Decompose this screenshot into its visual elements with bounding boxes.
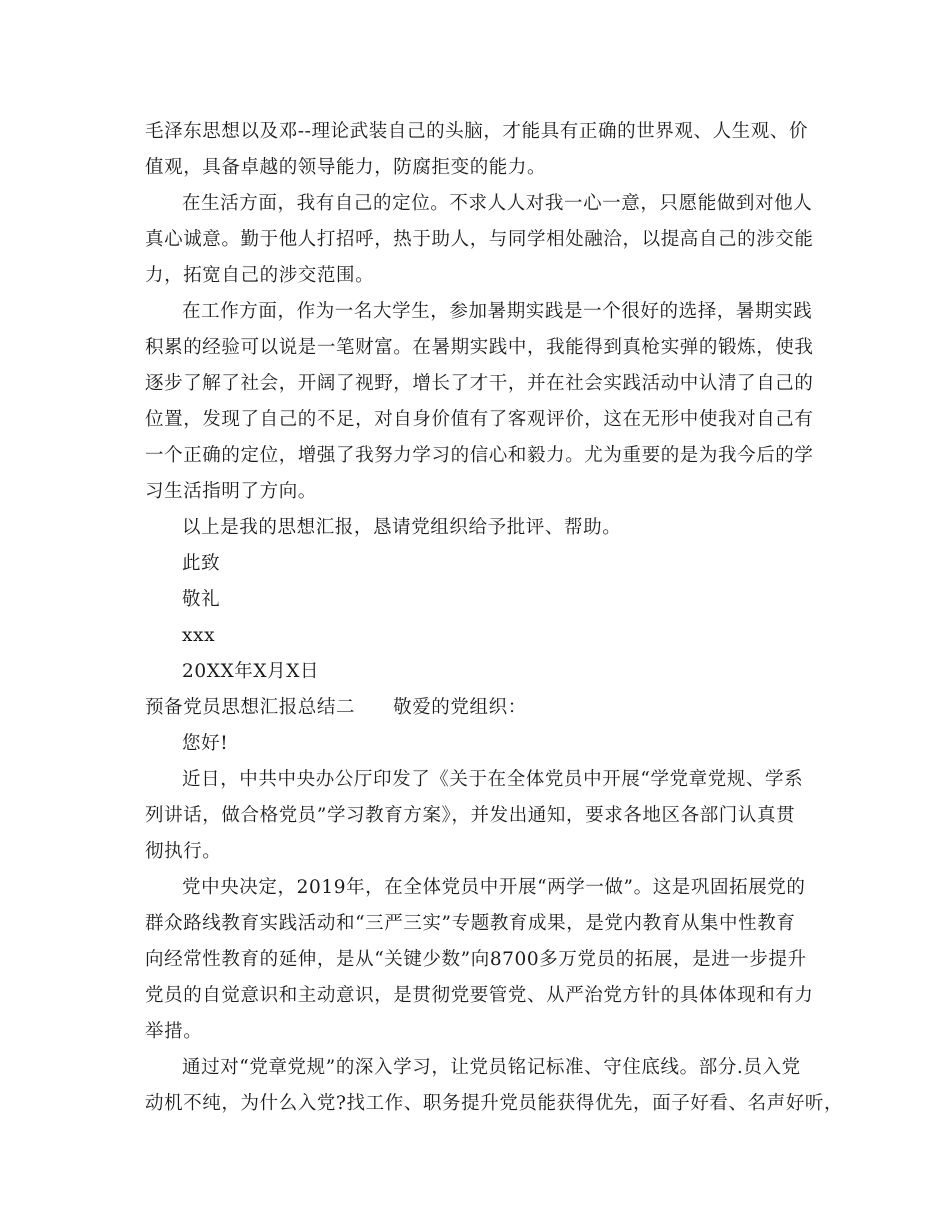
text-line: 群众路线教育实践活动和“三严三实”专题教育成果，是党内教育从集中性教育 [145, 913, 796, 934]
text-line: 党员的自觉意识和主动意识，是贯彻党要管党、从严治党方针的具体体现和有力 [145, 985, 814, 1006]
letter-greeting: 敬爱的党组织： [393, 697, 527, 718]
text-line: 真心诚意。勤于他人打招呼，热于助人，与同学相处融洽，以提高自己的涉交能 [145, 229, 814, 250]
greeting: 您好! [182, 733, 229, 754]
text-line: 举措。 [145, 1021, 203, 1042]
text-line: 位置，发现了自己的不足，对自身价值有了客观评价，这在无形中使我对自己有 [145, 409, 814, 430]
text-line: 值观，具备卓越的领导能力，防腐拒变的能力。 [145, 157, 547, 178]
section-title: 预备党员思想汇报总结二 [145, 697, 356, 718]
text-line: 列讲话，做合格党员”学习教育方案》，并发出通知，要求各地区各部门认真贯 [145, 805, 796, 826]
signature: xxx [182, 625, 216, 646]
date-line: 20XX年X月X日 [182, 661, 320, 682]
paragraph-start: 党中央决定，2019年，在全体党员中开展“两学一做”。这是巩固拓展党的 [182, 877, 806, 898]
paragraph-start: 在工作方面，作为一名大学生，参加暑期实践是一个很好的选择，暑期实践 [182, 301, 813, 322]
text-line: 一个正确的定位，增强了我努力学习的信心和毅力。尤为重要的是为我今后的学 [145, 445, 814, 466]
text-line: 彻执行。 [145, 841, 222, 862]
paragraph-start: 以上是我的思想汇报，恳请党组织给予批评、帮助。 [182, 517, 622, 538]
text-line: 动机不纯，为什么入党?找工作、职务提升党员能获得优先，面子好看、名声好听， [145, 1093, 844, 1114]
closing-salutation: 敬礼 [182, 589, 221, 610]
text-line: 积累的经验可以说是一笔财富。在暑期实践中，我能得到真枪实弹的锻炼，使我 [145, 337, 814, 358]
closing-salutation: 此致 [182, 553, 221, 574]
text-line: 向经常性教育的延伸，是从“关键少数”向8700多万党员的拓展，是进一步提升 [145, 949, 807, 970]
paragraph-start: 在生活方面，我有自己的定位。不求人人对我一心一意，只愿能做到对他人 [182, 193, 813, 214]
text-line: 毛泽东思想以及邓--理论武装自己的头脑，才能具有正确的世界观、人生观、价 [145, 121, 809, 142]
paragraph-start: 近日，中共中央办公厅印发了《关于在全体党员中开展“学党章党规、学系 [182, 769, 804, 790]
text-line: 力，拓宽自己的涉交范围。 [145, 265, 375, 286]
section-heading [145, 697, 527, 719]
paragraph-start: 通过对“党章党规”的深入学习，让党员铭记标准、守住底线。部分.员入党 [182, 1057, 801, 1078]
text-line: 习生活指明了方向。 [145, 481, 317, 502]
text-line: 逐步了解了社会，开阔了视野，增长了才干，并在社会实践活动中认清了自己的 [145, 373, 814, 394]
